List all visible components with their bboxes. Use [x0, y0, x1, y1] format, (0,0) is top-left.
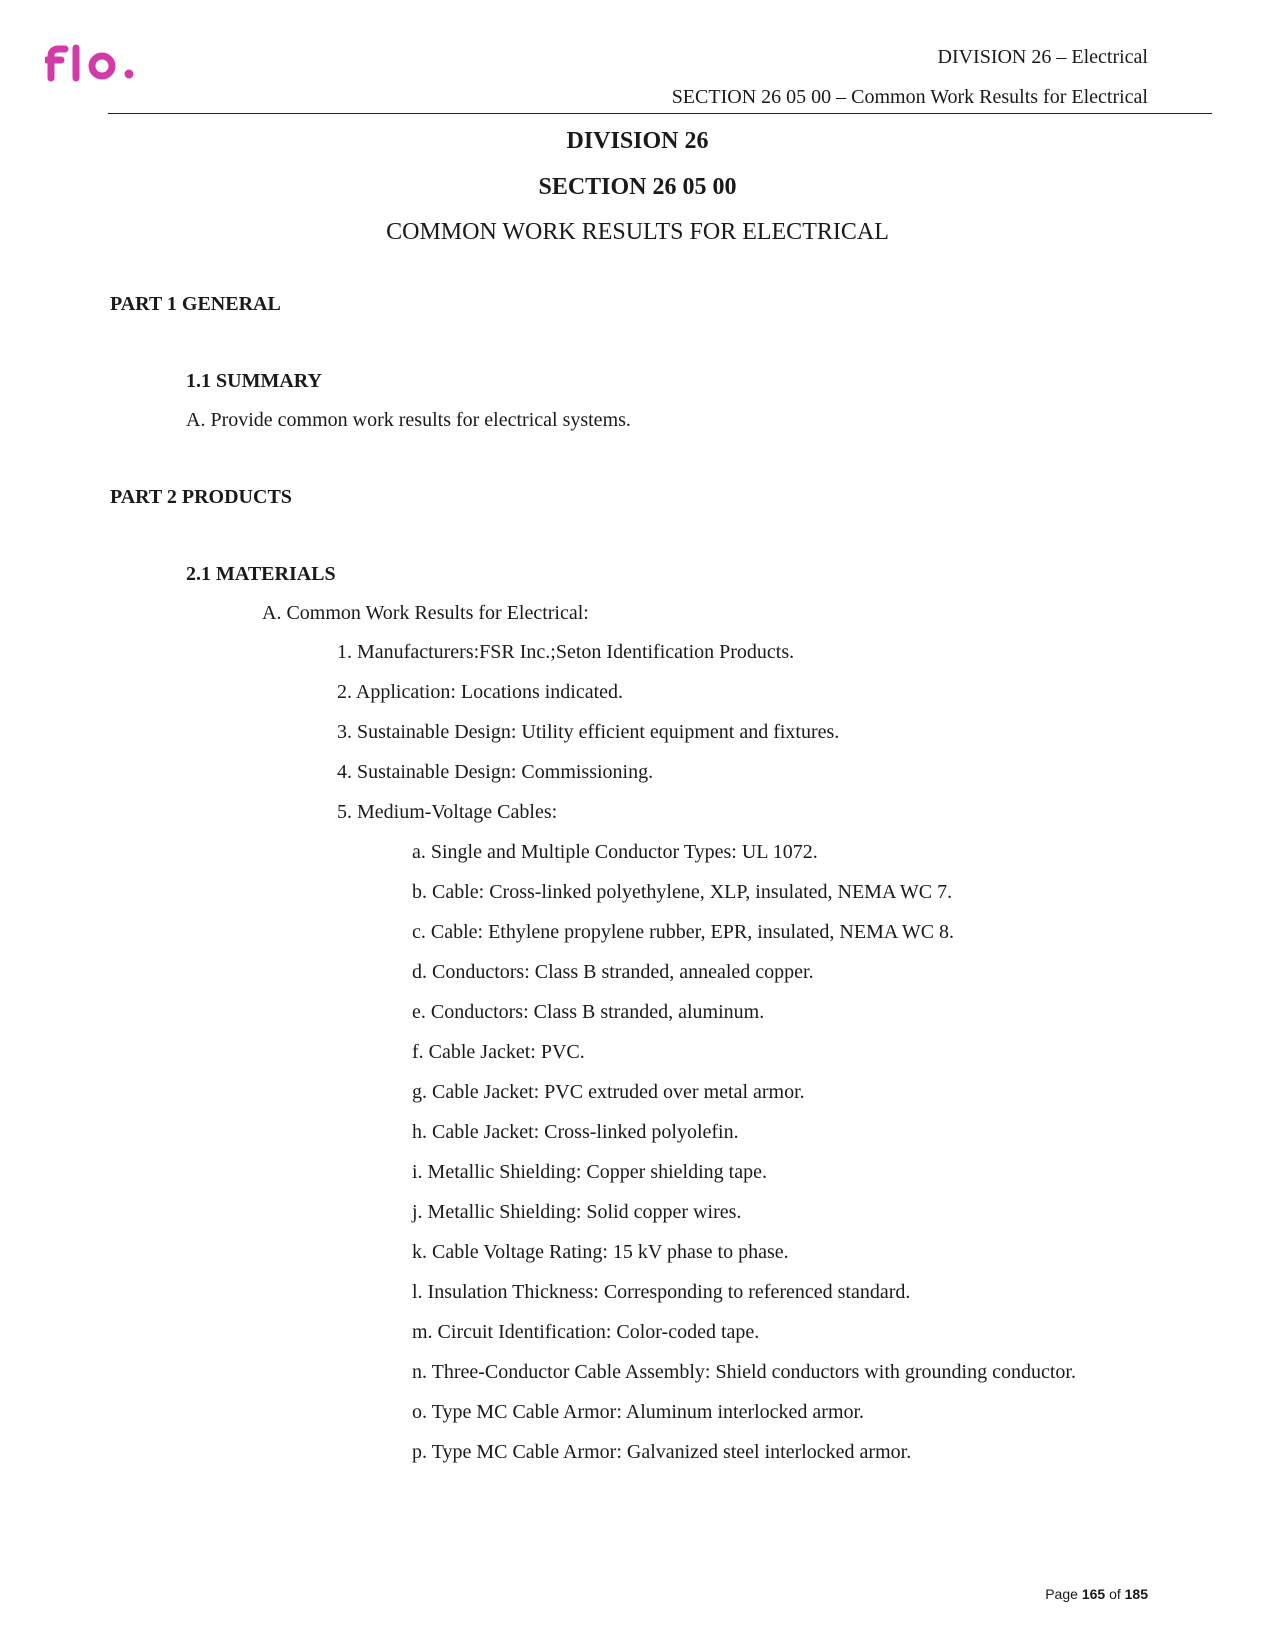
flo-logo: [45, 40, 141, 84]
title-division: DIVISION 26: [566, 128, 709, 154]
list-item: h. Cable Jacket: Cross-linked polyolefin.: [412, 1121, 739, 1143]
list-item: g. Cable Jacket: PVC extruded over metal armor.: [412, 1081, 805, 1103]
list-item: a. Single and Multiple Conductor Types: UL 1072.: [412, 841, 818, 863]
materials-heading: 2.1 MATERIALS: [186, 563, 336, 585]
list-item: 5. Medium-Voltage Cables:: [337, 801, 558, 823]
list-item: i. Metallic Shielding: Copper shielding tape.: [412, 1161, 767, 1183]
summary-text: A. Provide common work results for electrical systems.: [186, 409, 631, 431]
page-of-word: of: [1109, 1586, 1121, 1602]
page-word: Page: [1045, 1586, 1078, 1602]
page-number: [1045, 1586, 1148, 1602]
summary-heading: 1.1 SUMMARY: [186, 370, 322, 392]
list-item: e. Conductors: Class B stranded, aluminum.: [412, 1001, 765, 1023]
list-item: 4. Sustainable Design: Commissioning.: [337, 761, 654, 783]
list-item: 3. Sustainable Design: Utility efficient equipment and fixtures.: [337, 721, 840, 743]
page-current: 165: [1081, 1586, 1106, 1602]
title-section: SECTION 26 05 00: [538, 174, 737, 200]
list-item: d. Conductors: Class B stranded, annealed copper.: [412, 961, 814, 983]
list-item: n. Three-Conductor Cable Assembly: Shield conductors with grounding conductor.: [412, 1361, 1076, 1383]
part2-heading: PART 2 PRODUCTS: [110, 486, 292, 508]
list-item: 2. Application: Locations indicated.: [337, 681, 624, 703]
list-item: b. Cable: Cross-linked polyethylene, XLP, insulated, NEMA WC 7.: [412, 881, 953, 903]
part1-heading: PART 1 GENERAL: [110, 293, 281, 315]
header-section: SECTION 26 05 00 – Common Work Results for Electrical: [671, 86, 1148, 108]
list-item: o. Type MC Cable Armor: Aluminum interlocked armor.: [412, 1401, 865, 1423]
page-total: 185: [1124, 1586, 1148, 1602]
list-item: f. Cable Jacket: PVC.: [412, 1041, 585, 1063]
list-item: l. Insulation Thickness: Corresponding to referenced standard.: [412, 1281, 911, 1303]
list-item: p. Type MC Cable Armor: Galvanized steel interlocked armor.: [412, 1441, 912, 1463]
list-item: 1. Manufacturers:FSR Inc.;Seton Identification Products.: [337, 641, 795, 663]
list-item: m. Circuit Identification: Color-coded tape.: [412, 1321, 760, 1343]
list-item: k. Cable Voltage Rating: 15 kV phase to phase.: [412, 1241, 789, 1263]
list-item: c. Cable: Ethylene propylene rubber, EPR, insulated, NEMA WC 8.: [412, 921, 955, 943]
title-name: COMMON WORK RESULTS FOR ELECTRICAL: [386, 219, 889, 245]
materials-item-a: A. Common Work Results for Electrical:: [262, 602, 589, 624]
header-division: DIVISION 26 – Electrical: [937, 46, 1148, 68]
header-rule: [108, 113, 1212, 114]
list-item: j. Metallic Shielding: Solid copper wires.: [412, 1201, 742, 1223]
